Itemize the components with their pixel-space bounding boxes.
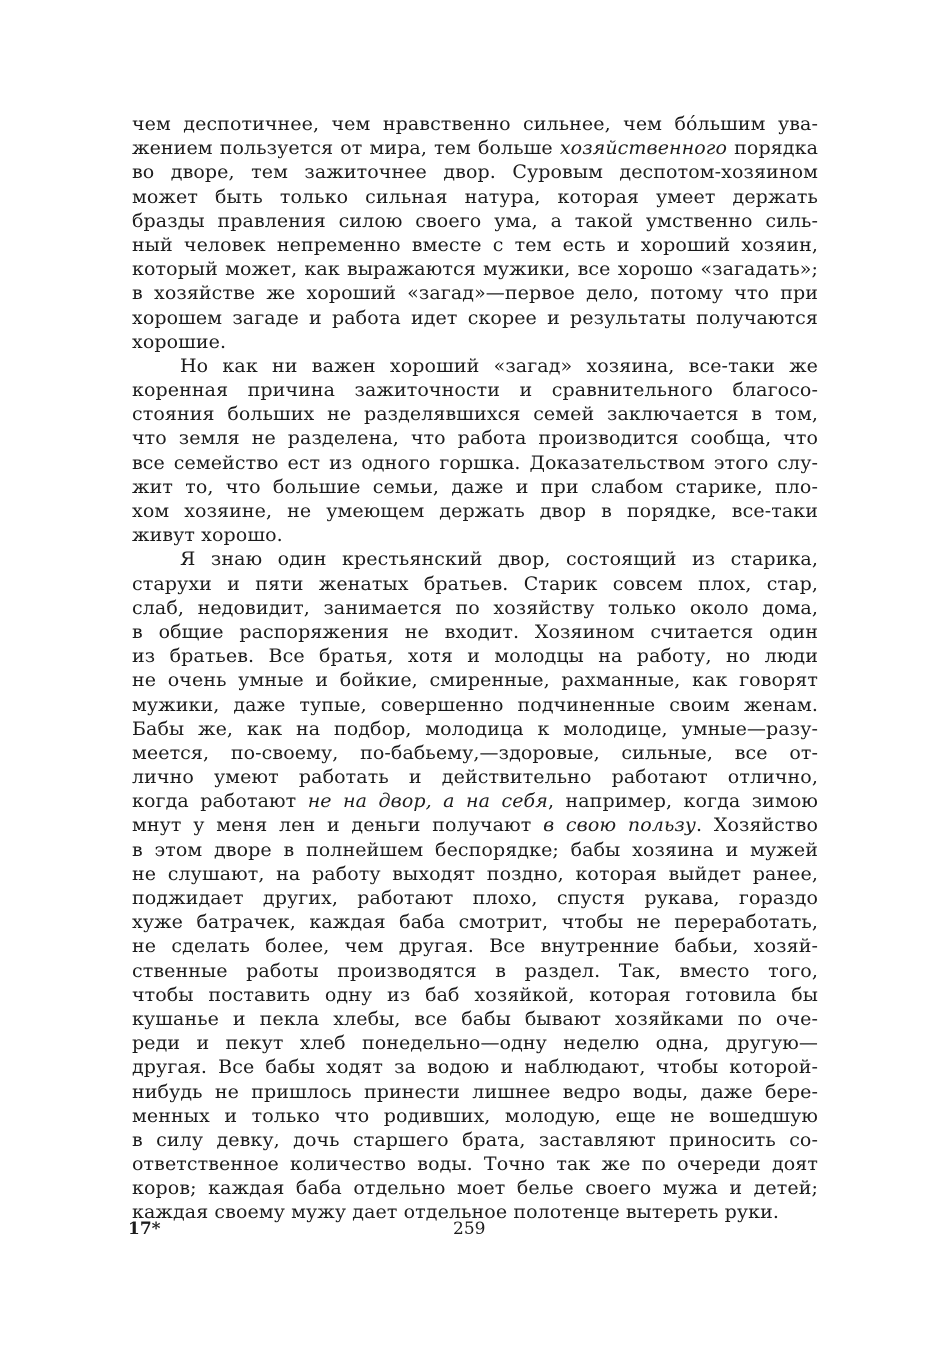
text-segment: ственные работы производятся в раздел. Так, вместо того, (132, 959, 818, 982)
text-line (132, 233, 818, 257)
text-segment: который может, как выражаются мужики, все хорошо «загадать»; (132, 258, 818, 281)
text-segment: коренная причина зажиточности и сравнительного благосо- (132, 379, 818, 402)
text-segment: в силу девку, дочь старшего брата, заставляют приносить со- (132, 1128, 818, 1151)
text-segment: хуже батрачек, каждая баба смотрит, чтобы не переработать, (132, 911, 818, 934)
text-segment: Бабы же, как на подбор, молодица к молодице, умные—разу- (132, 717, 818, 740)
text-segment: кушанье и пекла хлебы, все бабы бывают хозяйками по оче- (132, 1007, 818, 1030)
text-line (132, 741, 818, 765)
text-line (132, 136, 818, 160)
text-segment: чтобы поставить одну из баб хозяйкой, которая готовила бы (132, 983, 818, 1006)
text-segment: ный человек непременно вместе с тем есть и хороший хозяин, (132, 233, 818, 256)
text-segment: нибудь не пришлось принести лишнее ведро воды, даже бере- (132, 1080, 818, 1103)
text-segment: чем деспотичнее, чем нравственно сильнее, чем бо́льшим ува- (132, 113, 818, 135)
text-segment: может быть только сильная натура, которая умеет держать (132, 185, 818, 208)
text-line (132, 1055, 818, 1079)
text-line (132, 185, 818, 209)
text-segment: жением пользуется от мира, тем больше (132, 137, 560, 160)
text-segment: все семейство ест из одного горшка. Доказательством этого слу- (132, 451, 818, 474)
text-segment: в общие распоряжения не входит. Хозяином считается один (132, 620, 818, 643)
text-line (132, 765, 818, 789)
page-number: 259 (453, 1219, 486, 1239)
text-segment: хорошие. (132, 330, 227, 353)
text-line (132, 209, 818, 233)
text-segment: другая. Все бабы ходят за водою и наблюдают, чтобы которой- (132, 1056, 818, 1079)
text-line (132, 838, 818, 862)
text-line (132, 1152, 818, 1176)
text-line (132, 354, 818, 378)
text-line (132, 499, 818, 523)
text-line (132, 668, 818, 692)
text-line (132, 281, 818, 305)
text-line (132, 644, 818, 668)
text-segment: не слушают, на работу выходят поздно, которая выйдет ранее, (132, 862, 818, 885)
text-segment: хорошем загаде и работа идет скорее и результаты получаются (132, 306, 818, 329)
text-segment: мнут у меня лен и деньги получают (132, 814, 544, 837)
text-segment: из братьев. Все братья, хотя и молодцы на работу, но люди (132, 645, 818, 668)
text-line (132, 306, 818, 330)
text-line (132, 620, 818, 644)
text-segment: стояния больших не разделявшихся семей заключается в том, (132, 403, 818, 426)
paragraph (132, 354, 818, 548)
text-line (132, 547, 818, 571)
text-segment: ответственное количество воды. Точно так же по очереди доят (132, 1153, 818, 1176)
text-line (132, 886, 818, 910)
text-line (132, 1176, 818, 1200)
text-segment: Но как ни важен хороший «загад» хозяина, все-таки же (180, 354, 818, 377)
text-segment: живут хорошо. (132, 524, 283, 547)
text-line (132, 112, 818, 136)
italic-segment: не на двор, а на себя (307, 790, 548, 813)
text-line (132, 693, 818, 717)
text-line (132, 378, 818, 402)
text-line (132, 813, 818, 837)
text-line (132, 910, 818, 934)
text-segment: во дворе, тем зажиточнее двор. Суровым деспотом-хозяином (132, 161, 818, 184)
text-segment: меется, по-своему, по-бабьему,—здоровые, сильные, все от- (132, 741, 818, 764)
paragraph (132, 547, 818, 1224)
text-segment: Я знаю один крестьянский двор, состоящий из старика, (180, 548, 818, 571)
paragraph (132, 112, 818, 354)
text-segment: что земля не разделена, что работа производится сообща, что (132, 427, 818, 450)
text-line (132, 572, 818, 596)
text-segment: каждая своему мужу дает отдельное полотенце вытереть руки. (132, 1201, 780, 1224)
text-line (132, 1080, 818, 1104)
text-segment: . Хозяйство (695, 814, 818, 837)
text-segment: слаб, недовидит, занимается по хозяйству только около дома, (132, 596, 818, 619)
text-line (132, 257, 818, 281)
text-line (132, 451, 818, 475)
text-line (132, 1104, 818, 1128)
signature-mark: 17* (128, 1219, 161, 1239)
text-line (132, 160, 818, 184)
text-segment: старухи и пяти женатых братьев. Старик совсем плох, стар, (132, 572, 818, 595)
paragraphs (132, 112, 818, 1225)
page-footer (0, 1219, 948, 1249)
text-line (132, 402, 818, 426)
text-segment: не очень умные и бойкие, смиренные, рахманные, как говорят (132, 669, 818, 692)
text-segment: менных и только что родивших, молодую, еще не вошедшую (132, 1104, 818, 1127)
text-line (132, 934, 818, 958)
text-line (132, 862, 818, 886)
text-line (132, 1031, 818, 1055)
text-segment: бразды правления силою своего ума, а такой умственно силь- (132, 209, 818, 232)
text-segment: мужики, даже тупые, совершенно подчиненные своим женам. (132, 693, 818, 716)
text-line (132, 1007, 818, 1031)
text-line (132, 523, 818, 547)
text-segment: не сделать более, чем другая. Все внутренние бабьи, хозяй- (132, 935, 818, 958)
text-line (132, 426, 818, 450)
italic-segment: хозяйственного (559, 137, 728, 160)
text-segment: когда работают (132, 790, 308, 813)
text-segment: порядка (727, 137, 818, 160)
text-segment: , например, когда зимою (547, 790, 819, 813)
text-line (132, 983, 818, 1007)
italic-segment: в свою пользу (543, 814, 696, 837)
text-segment: хом хозяине, не умеющем держать двор в порядке, все-таки (132, 500, 818, 522)
text-segment: в этом дворе в полнейшем беспорядке; бабы хозяина и мужей (132, 838, 818, 861)
text-line (132, 959, 818, 983)
text-line (132, 330, 818, 354)
text-segment: поджидает других, работают плохо, спустя рукава, гораздо (132, 887, 818, 909)
text-segment: в хозяйстве же хороший «загад»—первое дело, потому что при (132, 282, 818, 305)
text-line (132, 475, 818, 499)
text-segment: коров; каждая баба отдельно моет белье своего мужа и детей; (132, 1177, 818, 1200)
text-line (132, 1128, 818, 1152)
text-line (132, 789, 818, 813)
page-text (132, 112, 818, 1225)
text-line (132, 596, 818, 620)
text-segment: лично умеют работать и действительно работают отлично, (132, 766, 818, 789)
text-line (132, 717, 818, 741)
text-segment: реди и пекут хлеб понедельно—одну неделю одна, другую— (132, 1032, 818, 1055)
text-segment: жит то, что большие семьи, даже и при слабом старике, пло- (132, 475, 818, 498)
